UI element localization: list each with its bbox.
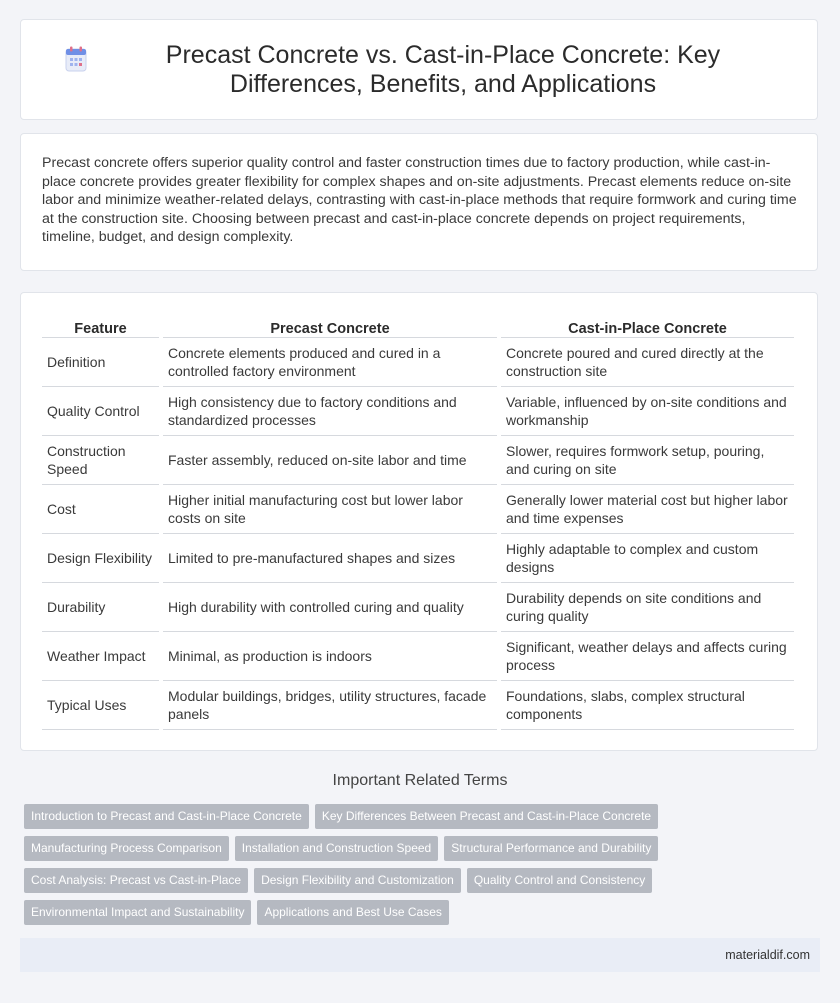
cast-in-place-cell: Concrete poured and cured directly at the construction site <box>501 338 794 387</box>
feature-cell: Weather Impact <box>42 632 159 681</box>
related-term-tag[interactable]: Structural Performance and Durability <box>444 836 658 861</box>
cast-in-place-cell: Slower, requires formwork setup, pouring, and curing on site <box>501 436 794 485</box>
tag-row <box>24 804 724 829</box>
calendar-icon <box>65 46 87 72</box>
precast-cell: High durability with controlled curing and quality <box>163 583 497 632</box>
feature-cell: Typical Uses <box>42 681 159 730</box>
tag-row <box>24 836 724 861</box>
related-term-tag[interactable]: Design Flexibility and Customization <box>254 868 461 893</box>
precast-cell: Modular buildings, bridges, utility structures, facade panels <box>163 681 497 730</box>
footer-site-link[interactable]: materialdif.com <box>725 948 810 962</box>
feature-cell: Definition <box>42 338 159 387</box>
header-feature: Feature <box>42 315 159 338</box>
table-row <box>42 632 794 681</box>
related-term-tag[interactable]: Introduction to Precast and Cast-in-Place Concrete <box>24 804 309 829</box>
cast-in-place-cell: Highly adaptable to complex and custom designs <box>501 534 794 583</box>
related-term-tag[interactable]: Manufacturing Process Comparison <box>24 836 229 861</box>
related-terms-list <box>24 804 724 932</box>
table-row <box>42 338 794 387</box>
page-title: Precast Concrete vs. Cast-in-Place Concrete: Key Differences, Benefits, and Applications <box>165 40 721 98</box>
title-card <box>20 19 818 120</box>
table-header-row <box>42 315 794 338</box>
precast-cell: Higher initial manufacturing cost but lower labor costs on site <box>163 485 497 534</box>
precast-cell: Minimal, as production is indoors <box>163 632 497 681</box>
table-row <box>42 485 794 534</box>
related-term-tag[interactable]: Cost Analysis: Precast vs Cast-in-Place <box>24 868 248 893</box>
precast-cell: High consistency due to factory conditions and standardized processes <box>163 387 497 436</box>
precast-cell: Limited to pre-manufactured shapes and sizes <box>163 534 497 583</box>
table-row <box>42 387 794 436</box>
feature-cell: Durability <box>42 583 159 632</box>
related-term-tag[interactable]: Installation and Construction Speed <box>235 836 438 861</box>
related-term-tag[interactable]: Quality Control and Consistency <box>467 868 652 893</box>
precast-cell: Faster assembly, reduced on-site labor and time <box>163 436 497 485</box>
table-row <box>42 583 794 632</box>
feature-cell: Cost <box>42 485 159 534</box>
feature-cell: Construction Speed <box>42 436 159 485</box>
comparison-table <box>38 315 798 730</box>
related-term-tag[interactable]: Key Differences Between Precast and Cast-in-Place Concrete <box>315 804 658 829</box>
header-cast-in-place: Cast-in-Place Concrete <box>501 315 794 338</box>
related-term-tag[interactable]: Environmental Impact and Sustainability <box>24 900 251 925</box>
table-row <box>42 534 794 583</box>
related-terms-title: Important Related Terms <box>332 772 508 789</box>
cast-in-place-cell: Foundations, slabs, complex structural components <box>501 681 794 730</box>
precast-cell: Concrete elements produced and cured in a controlled factory environment <box>163 338 497 387</box>
intro-card <box>20 133 818 271</box>
tag-row <box>24 868 724 893</box>
footer <box>20 938 820 972</box>
table-row <box>42 681 794 730</box>
header-precast: Precast Concrete <box>163 315 497 338</box>
cast-in-place-cell: Variable, influenced by on-site conditions and workmanship <box>501 387 794 436</box>
tag-row <box>24 900 724 925</box>
related-term-tag[interactable]: Applications and Best Use Cases <box>257 900 448 925</box>
table-row <box>42 436 794 485</box>
feature-cell: Design Flexibility <box>42 534 159 583</box>
cast-in-place-cell: Significant, weather delays and affects curing process <box>501 632 794 681</box>
feature-cell: Quality Control <box>42 387 159 436</box>
cast-in-place-cell: Durability depends on site conditions and curing quality <box>501 583 794 632</box>
comparison-card <box>20 292 818 751</box>
cast-in-place-cell: Generally lower material cost but higher labor and time expenses <box>501 485 794 534</box>
intro-paragraph: Precast concrete offers superior quality control and faster construction times due to factory production, while cast-in-place concrete provides greater flexibility for complex shapes and on-site adjustments. Precast elements reduce on-site labor and minimize weather-related delays, contrasting with cast-in-place methods that require formwork and curing time at the construction site. Choosing between precast and cast-in-place concrete depends on project requirements, timeline, budget, and design complexity. <box>42 155 797 246</box>
title-wrap <box>21 41 817 99</box>
